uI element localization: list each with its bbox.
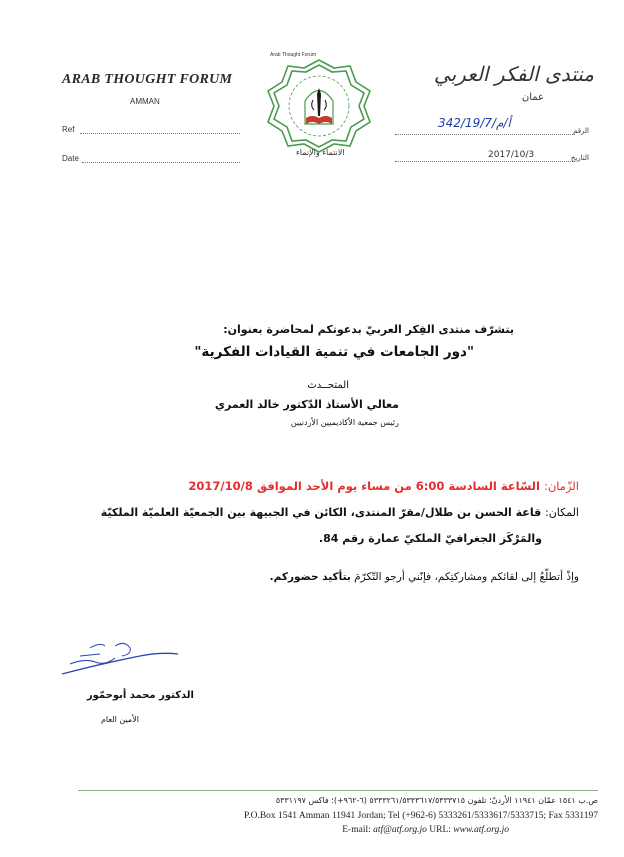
ref-dotted-line bbox=[80, 133, 240, 134]
arabic-date-dotted-line bbox=[395, 161, 575, 162]
email-label: E-mail: bbox=[342, 825, 371, 835]
handwritten-signature bbox=[60, 634, 180, 684]
email-link[interactable]: atf@atf.org.jo bbox=[373, 825, 427, 835]
time-value: السّاعة السادسة 6:00 من مساء يوم الأحد الموافق 2017/10/8 bbox=[188, 479, 540, 493]
footer-arabic-address: ص.ب ١٥٤١ عمّان ١١٩٤١ الأردنّ؛ تلفون ٥٣٣٣٢٦١/٥٣٣٣٦١٧/٥٣٣٣٧١٥ (٦-٩٦٢+)؛ فاكس ٥٣٣١١٩٧ bbox=[275, 796, 598, 805]
speaker-label: المتحــدث bbox=[307, 380, 349, 391]
url-label: URL: bbox=[429, 825, 451, 835]
footer-divider bbox=[78, 790, 598, 791]
speaker-name: معالي الأستاذ الدّكتور خالد العمري bbox=[214, 398, 399, 411]
logo-top-text: Arab Thought Forum bbox=[270, 52, 317, 58]
place-line bbox=[101, 506, 579, 519]
ref-label: Ref bbox=[62, 125, 75, 134]
logo-motto: الانتماء والإنماء bbox=[296, 148, 345, 157]
arabic-ref-value: 342/19/7/أ/م bbox=[438, 116, 511, 130]
url-link[interactable]: www.atf.org.jo bbox=[453, 825, 509, 835]
arabic-org-name: منتدى الفكر العربي bbox=[433, 62, 594, 86]
arabic-ref-dotted-line bbox=[395, 134, 575, 135]
signatory-title: الأمين العام bbox=[100, 715, 139, 724]
arabic-ref-label: الرقم bbox=[573, 127, 589, 135]
arabic-date-value: 2017/10/3 bbox=[488, 150, 535, 160]
signatory-name: الدكتور محمد أبوحمّور bbox=[86, 690, 194, 701]
arabic-date-label: التاريخ bbox=[570, 154, 589, 162]
date-dotted-line bbox=[82, 162, 240, 163]
footer-contact bbox=[342, 825, 509, 835]
footer-english-address: P.O.Box 1541 Amman 11941 Jordan; Tel (+962-6) 5333261/5333617/5333715; Fax 5331197 bbox=[244, 811, 598, 821]
closing-sentence bbox=[270, 571, 579, 583]
closing-bold: بتأكيد حضوركم. bbox=[269, 571, 351, 583]
speaker-role: رئيس جمعية الأكاديميين الأردنيين bbox=[290, 418, 399, 427]
arabic-city: عمان bbox=[521, 92, 544, 103]
english-org-name: ARAB THOUGHT FORUM bbox=[62, 72, 233, 87]
date-label: Date bbox=[62, 154, 79, 163]
time-line bbox=[188, 479, 579, 493]
place-label: المكان: bbox=[545, 506, 579, 519]
place-value-2: والمَرْكَز الجغرافيّ الملكيّ عمارة رقم 84. bbox=[318, 532, 542, 545]
time-label: الزّمان: bbox=[543, 479, 579, 493]
place-value-1: قاعة الحسن بن طلال/مقرّ المنتدى، الكائن في الجبيهة بين الجمعيّة العلميّة الملكيّة bbox=[100, 506, 542, 519]
invitation-intro: يتشرّف منتدى الفِكر العربيّ بدعوتكم لمحاضرة بعنوان: bbox=[223, 323, 514, 336]
english-city: AMMAN bbox=[130, 97, 160, 106]
lecture-title: "دور الجامعات في تنمية القيادات الفكرية" bbox=[194, 344, 474, 360]
closing-plain: وإذْ أتطلّعُ إلى لقائكم ومشاركتِكم، فإنّني أرجو التّكرّمَ bbox=[350, 571, 579, 583]
